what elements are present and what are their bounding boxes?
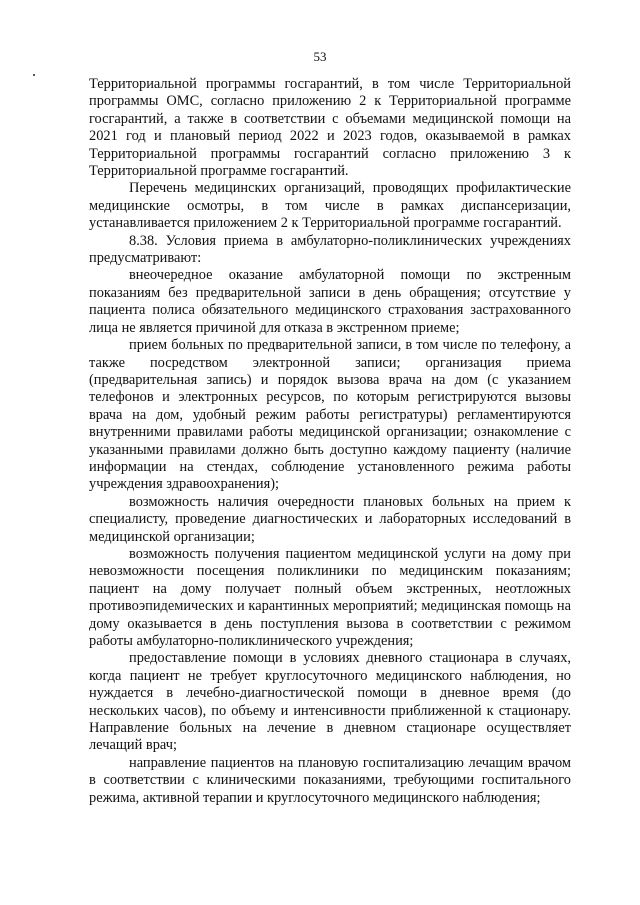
paragraph-appointments: прием больных по предварительной записи, в том числе по телефону, а также посредством электронной записи; организация приема (предварительная запись) и порядок вызова врача на дом (с указанием телефонов и электронных ресурсов, по которым регистрируются вызовы врача на дом, удобный режим работы регистратуры) регламентируются внутренними правилами работы медицинской организации; ознакомление с указанными правилами должно быть доступно каждому пациенту (наличие информации на стендах, соблюдение установленного режима работы учреждения здравоохранения); (89, 337, 571, 493)
paragraph-continuation: Территориальной программы госгарантий, в том числе Территориальной программы ОМС, согласно приложению 2 к Территориальной программе госгарантий, а также в соответствии с объемами медицинской помощи на 2021 год и плановый период 2022 и 2023 годов, оказываемой в рамках Территориальной программы госгарантий согласно приложению 3 к Территориальной программе госгарантий. (89, 76, 571, 180)
paragraph-hospitalization: направление пациентов на плановую госпитализацию лечащим врачом в соответствии с клиническими показаниями, требующими госпитального режима, активной терапии и круглосуточного медицинского наблюдения; (89, 754, 571, 806)
paragraph-queue: возможность наличия очередности плановых больных на прием к специалисту, проведение диагностических и лабораторных исследований в медицинской организации; (89, 493, 571, 545)
paragraph-organizations-list: Перечень медицинских организаций, проводящих профилактические медицинские осмотры, в том числе в рамках диспансеризации, устанавливается приложением 2 к Территориальной программе госгарантий. (89, 180, 571, 232)
paragraph-emergency-care: внеочередное оказание амбулаторной помощи по экстренным показаниям без предварительной записи в день обращения; отсутствие у пациента полиса обязательного медицинского страхования застрахованного лица не является причиной для отказа в экстренном приеме; (89, 267, 571, 336)
paragraph-day-hospital: предоставление помощи в условиях дневного стационара в случаях, когда пациент не требует круглосуточного медицинского наблюдения, но нуждается в лечебно-диагностической помощи в дневное время (до нескольких часов), по объему и интенсивности приближенной к стационару. Направление больных на лечение в дневном стационаре осуществляет лечащий врач; (89, 650, 571, 754)
stray-dot (33, 74, 35, 76)
paragraph-home-care: возможность получения пациентом медицинской услуги на дому при невозможности посещения поликлиники по медицинским показаниям; пациент на дому получает полный объем экстренных, неотложных противоэпидемических и карантинных мероприятий; медицинская помощь на дому оказывается в день поступления вызова в соответствии с режимом работы амбулаторно-поликлинического учреждения; (89, 545, 571, 649)
page-number: 53 (313, 49, 327, 64)
document-body (89, 76, 571, 807)
paragraph-section-8-38: 8.38. Условия приема в амбулаторно-поликлинических учреждениях предусматривают: (89, 232, 571, 267)
